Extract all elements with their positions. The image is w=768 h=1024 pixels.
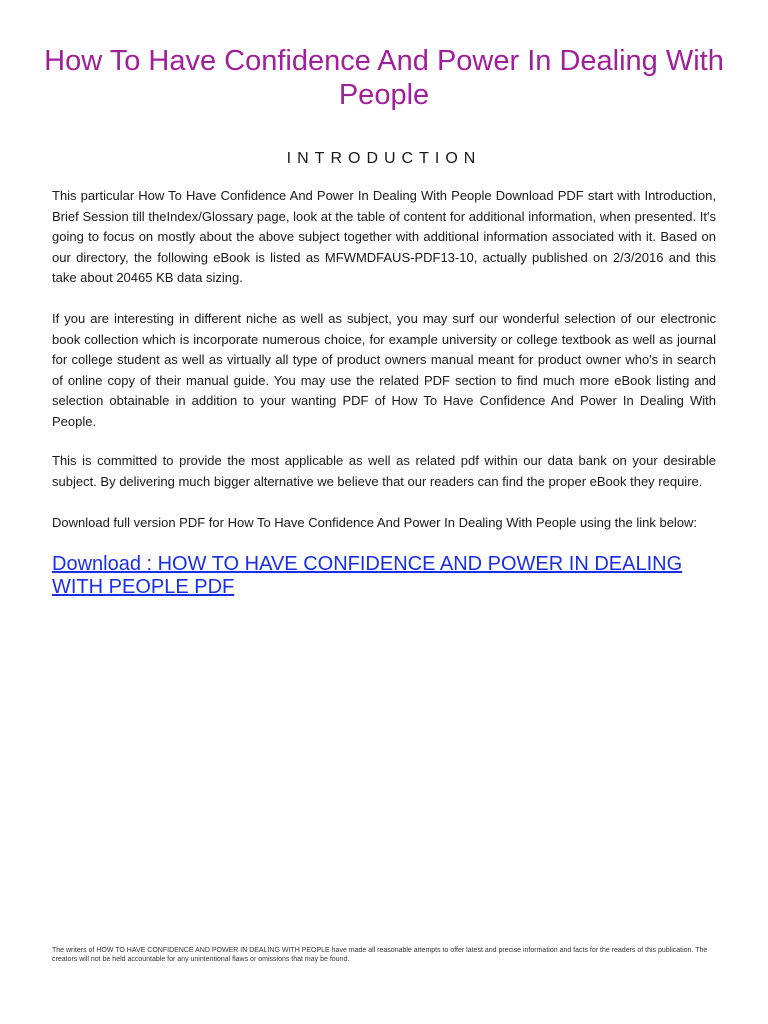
page-title: How To Have Confidence And Power In Dealing With People [44, 45, 724, 111]
intro-paragraph-1: This particular How To Have Confidence And Power In Dealing With People Download PDF start with Introduction, Brief Session till theIndex/Glossary page, look at the table of content for additional information, when presented. It's going to focus on mostly about the above subject together with additional information associated with it. Based on our directory, the following eBook is listed as MFWMDFAUS-PDF13-10, actually published on 2/3/2016 and this take about 20465 KB data sizing. [52, 188, 716, 285]
footer-disclaimer: The writers of HOW TO HAVE CONFIDENCE AND POWER IN DEALING WITH PEOPLE have made all reasonable attempts to offer latest and precise information and facts for the readers of this publication. The creators will not be held accountable for any unintentional flaws or omissions that may be found. [52, 947, 708, 963]
intro-paragraph-3: This is committed to provide the most applicable as well as related pdf within our data bank on your desirable subject. By delivering much bigger alternative we believe that our readers can find the proper eBook they require. [52, 453, 716, 489]
intro-paragraph-4: Download full version PDF for How To Have Confidence And Power In Dealing With People using the link below: [52, 515, 698, 530]
section-heading-introduction: INTRODUCTION [286, 150, 482, 167]
download-link[interactable]: Download : HOW TO HAVE CONFIDENCE AND POWER IN DEALING WITH PEOPLE PDF [52, 553, 683, 598]
intro-paragraph-2: If you are interesting in different niche as well as subject, you may surf our wonderful selection of our electronic book collection which is incorporate numerous choice, for example university or college textbook as well as journal for college student as well as virtually all type of product owners manual meant for product owner who's in search of online copy of their manual guide. You may use the related PDF section to find much more eBook listing and selection obtainable in addition to your wanting PDF of How To Have Confidence And Power In Dealing With People. [52, 311, 716, 429]
